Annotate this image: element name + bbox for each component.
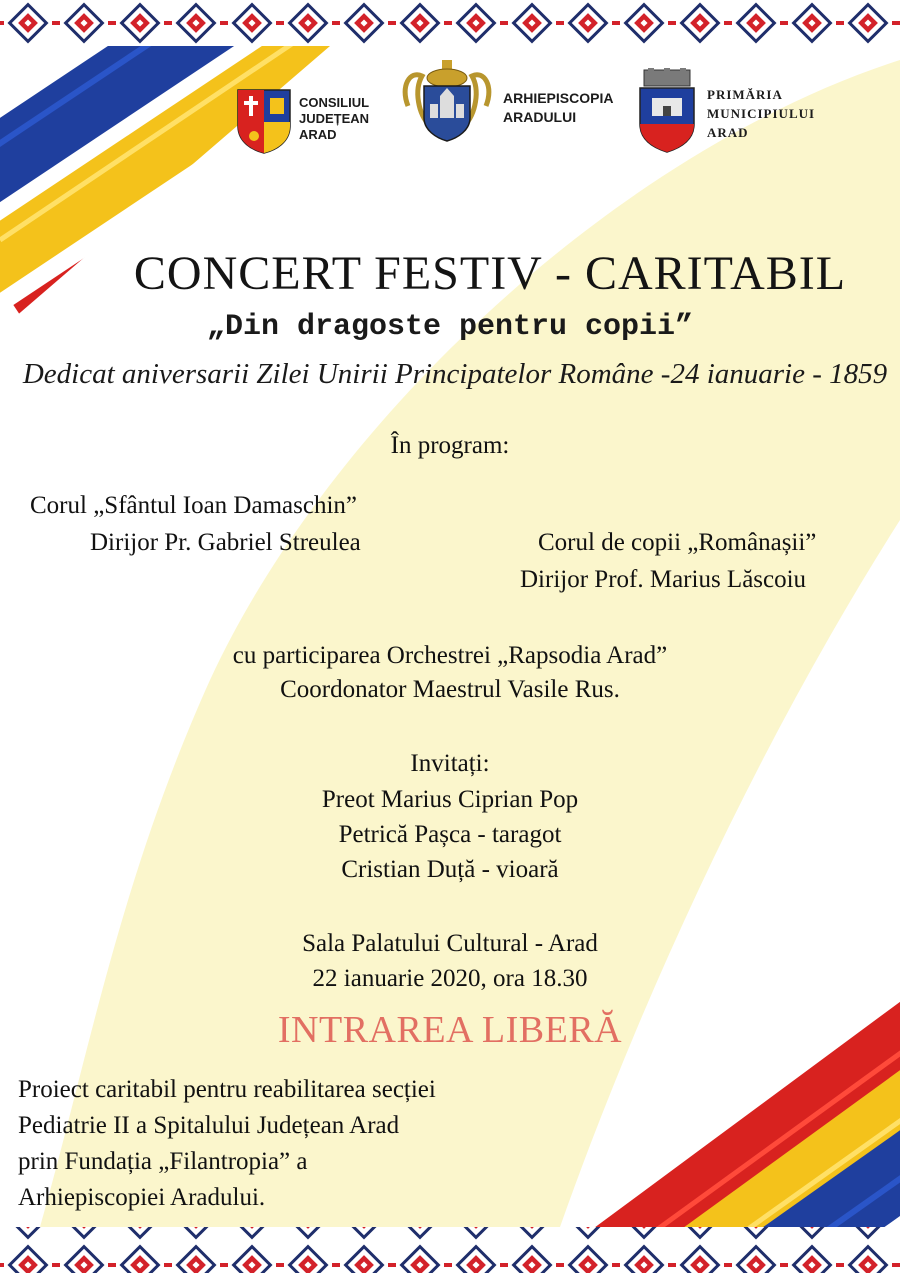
venue-place: Sala Palatului Cultural - Arad (302, 930, 598, 957)
logo-label-judet: CONSILIUL JUDEȚEAN ARAD (299, 95, 370, 142)
choir1-conductor: Dirijor Pr. Gabriel Streulea (90, 529, 361, 556)
event-title: CONCERT FESTIV - CARITABIL (133, 247, 847, 300)
footer-line: prin Fundația „Filantropia” a (18, 1148, 308, 1175)
choir1-name: Corul „Sfântul Ioan Damaschin” (30, 492, 357, 519)
event-subtitle: „Din dragoste pentru copii” (206, 310, 694, 344)
folk-border-top (0, 0, 900, 46)
guests-heading: Invitați: (410, 750, 490, 777)
choir2-name: Corul de copii „Românașii” (538, 529, 817, 556)
choir2-conductor: Dirijor Prof. Marius Lăscoiu (520, 566, 807, 593)
guest-item: Preot Marius Ciprian Pop (321, 786, 579, 813)
free-admission: INTRAREA LIBERĂ (277, 1009, 623, 1051)
coat-of-arms-icon (236, 88, 292, 154)
footer-line: Pediatrie II a Spitalului Județean Arad (18, 1112, 400, 1139)
footer-line: Proiect caritabil pentru reabilitarea secției (18, 1076, 436, 1103)
venue-datetime: 22 ianuarie 2020, ora 18.30 (312, 965, 588, 992)
guest-item: Petrică Pașca - taragot (338, 821, 562, 848)
orchestra-name: cu participarea Orchestrei „Rapsodia Arad” (232, 642, 668, 669)
orchestra-coordinator: Coordonator Maestrul Vasile Rus. (280, 676, 620, 703)
event-dedication: Dedicat aniversarii Zilei Unirii Principatelor Române -24 ianuarie - 1859 (22, 358, 888, 390)
guest-item: Cristian Duță - vioară (341, 856, 559, 883)
logo-label-arhiepiscopia: ARHIEPISCOPIA ARADULUI (503, 90, 614, 125)
city-crest-icon (638, 68, 696, 154)
folk-border-bottom (0, 1227, 900, 1273)
footer-line: Arhiepiscopiei Aradului. (18, 1184, 266, 1211)
program-heading: În program: (390, 432, 510, 459)
church-crest-icon (400, 56, 494, 144)
logo-label-primaria: PRIMĂRIA MUNICIPIULUI ARAD (707, 87, 816, 140)
